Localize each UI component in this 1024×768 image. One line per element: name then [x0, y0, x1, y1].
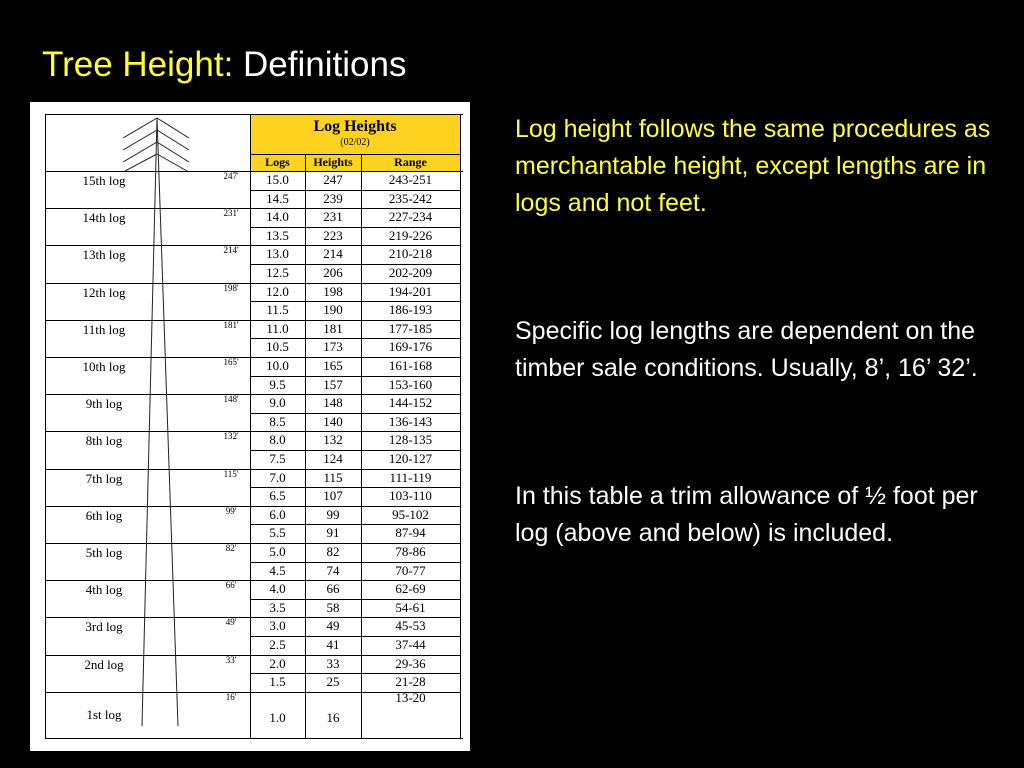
cell-logs: 13.5: [266, 227, 289, 243]
cell-heights: 58: [326, 599, 340, 615]
cell-logs: 14.0: [266, 209, 289, 225]
cell-range: 21-28: [395, 674, 426, 690]
cell-range: 29-36: [395, 655, 426, 671]
tree-stroke: [157, 130, 189, 150]
cell-heights: 239: [323, 190, 343, 206]
tree-stroke: [157, 118, 178, 726]
cell-heights: 25: [326, 674, 340, 690]
cell-range: 111-119: [389, 469, 432, 485]
cell-heights: 107: [323, 488, 343, 504]
cell-range: 161-168: [388, 358, 433, 373]
cell-range: 45-53: [395, 618, 426, 634]
cell-logs: 9.5: [269, 376, 286, 392]
cell-logs: 2.5: [269, 637, 286, 652]
cell-heights: 190: [323, 302, 343, 318]
cell-range: 37-44: [395, 637, 426, 652]
height-mark: 165': [223, 357, 239, 367]
cell-heights: 33: [326, 655, 340, 671]
cell-range: 169-176: [388, 339, 433, 355]
cell-logs: 8.5: [269, 413, 286, 429]
cell-logs: 3.5: [269, 599, 286, 615]
table-title: Log Heights: [313, 118, 397, 135]
height-mark: 148': [223, 394, 239, 405]
height-mark: 198': [223, 282, 239, 293]
paragraph-log-lengths: Specific log lengths are dependent on the timber sale conditions. Usually, 8’, 16’ 32’.: [515, 317, 978, 382]
tree-stroke: [157, 118, 189, 138]
cell-heights: 99: [326, 506, 340, 522]
cell-range: 219-226: [388, 227, 433, 243]
tree-stroke: [123, 130, 157, 150]
cell-logs: 5.5: [269, 525, 286, 541]
log-label: 3rd log: [85, 619, 123, 635]
log-label: 9th log: [85, 396, 123, 412]
height-mark: 49': [225, 617, 237, 628]
cell-heights: 82: [326, 544, 340, 559]
cell-range: 128-135: [388, 432, 433, 448]
paragraph-log-height: Log height follows the same procedures as merchantable height, except lengths are in logs and not feet.: [515, 115, 991, 217]
log-heights-table: [45, 114, 463, 740]
cell-range: 95-102: [392, 506, 429, 522]
cell-logs: 6.5: [269, 488, 286, 504]
cell-range: 186-193: [388, 302, 433, 318]
log-heights-figure: [30, 102, 470, 751]
height-mark: 66': [225, 580, 237, 591]
cell-range: 243-251: [388, 172, 433, 187]
cell-range: 210-218: [388, 246, 433, 262]
log-label: 12th log: [82, 284, 126, 300]
tree-stroke: [123, 118, 157, 138]
log-label: 13th log: [82, 247, 126, 263]
cell-logs: 13.0: [266, 246, 289, 262]
cell-range: 153-160: [388, 376, 433, 392]
log-label: 8th log: [85, 433, 123, 449]
title-part1: Tree Height:: [42, 45, 234, 84]
cell-range: 194-201: [388, 283, 433, 299]
height-mark: 231': [223, 208, 239, 219]
cell-heights: 206: [323, 265, 343, 280]
cell-logs: 11.5: [266, 302, 289, 318]
cell-heights: 173: [323, 339, 343, 355]
cell-logs: 6.0: [269, 506, 286, 522]
cell-range: 120-127: [388, 451, 433, 466]
cell-logs: 3.0: [269, 618, 286, 634]
table-date: (02/02): [340, 137, 370, 148]
cell-logs: 1.0: [269, 709, 286, 725]
cell-range: 227-234: [388, 209, 433, 225]
cell-heights: 247: [323, 172, 343, 187]
cell-heights: 223: [323, 227, 343, 243]
height-mark: 16': [225, 691, 237, 702]
cell-logs: 14.5: [266, 190, 289, 206]
cell-heights: 91: [326, 525, 340, 541]
height-mark: 33': [225, 654, 237, 665]
cell-range: 235-242: [388, 190, 433, 206]
table-border-right: [460, 114, 461, 739]
log-label: 15th log: [82, 173, 126, 188]
cell-logs: 12.5: [266, 265, 289, 280]
cell-range: 87-94: [395, 525, 426, 541]
log-label: 10th log: [82, 359, 126, 374]
cell-logs: 2.0: [269, 655, 286, 671]
height-mark: 115': [223, 468, 239, 479]
col-head-heights: Heights: [313, 155, 353, 169]
cell-range: 62-69: [395, 581, 426, 597]
cell-logs: 9.0: [269, 395, 286, 411]
cell-logs: 4.5: [269, 562, 286, 578]
height-mark: 132': [223, 431, 239, 442]
tree-stroke: [142, 118, 157, 726]
slide-title: [42, 40, 406, 90]
cell-logs: 12.0: [266, 283, 289, 299]
tree-icon: [45, 114, 250, 740]
cell-heights: 49: [326, 618, 340, 634]
cell-range: 136-143: [388, 413, 433, 429]
height-mark: 99': [225, 505, 237, 516]
col-head-range: Range: [394, 155, 427, 169]
cell-range: 103-110: [389, 488, 432, 504]
cell-logs: 4.0: [269, 581, 286, 597]
cell-heights: 165: [323, 358, 343, 373]
cell-heights: 132: [323, 432, 343, 448]
log-label: 11th log: [82, 321, 126, 337]
height-mark: 82': [225, 543, 237, 553]
log-label: 2nd log: [84, 656, 124, 672]
cell-logs: 11.0: [266, 320, 289, 336]
cell-heights: 16: [326, 709, 340, 725]
cell-logs: 5.0: [269, 544, 286, 559]
cell-range: 70-77: [395, 562, 426, 578]
cell-heights: 66: [326, 581, 340, 597]
tree-stroke: [123, 142, 157, 162]
tree-stroke: [157, 154, 187, 171]
paragraph-trim-allowance: In this table a trim allowance of ½ foot per log (above and below) is included.: [515, 482, 978, 547]
cell-logs: 7.5: [269, 451, 286, 466]
cell-heights: 214: [323, 246, 343, 262]
cell-heights: 124: [323, 451, 343, 466]
log-label: 1st log: [86, 706, 122, 722]
cell-range: 177-185: [388, 320, 433, 336]
cell-range: 13-20: [395, 689, 426, 705]
log-label: 4th log: [85, 582, 123, 598]
cell-logs: 10.0: [266, 358, 289, 373]
cell-range: 54-61: [395, 599, 426, 615]
log-label: 5th log: [85, 545, 123, 560]
cell-logs: 1.5: [269, 674, 286, 690]
cell-range: 202-209: [388, 265, 433, 280]
cell-heights: 198: [323, 283, 343, 299]
height-mark: 247': [223, 171, 239, 181]
cell-logs: 10.5: [266, 339, 289, 355]
cell-heights: 41: [326, 637, 340, 652]
tree-stroke: [125, 154, 157, 171]
height-mark: 181': [223, 319, 239, 330]
tree-stroke: [157, 142, 189, 162]
cell-logs: 15.0: [266, 172, 289, 187]
cell-heights: 74: [326, 562, 340, 578]
cell-range: 78-86: [395, 544, 426, 559]
col-head-logs: Logs: [265, 155, 290, 169]
cell-heights: 140: [323, 413, 343, 429]
cell-heights: 148: [323, 395, 343, 411]
cell-logs: 7.0: [269, 469, 286, 485]
log-label: 14th log: [82, 210, 126, 226]
log-label: 6th log: [85, 507, 123, 523]
title-part2: Definitions: [243, 45, 407, 84]
log-label: 7th log: [85, 470, 123, 486]
cell-heights: 181: [323, 320, 343, 336]
height-mark: 214': [223, 245, 239, 256]
cell-heights: 157: [323, 376, 343, 392]
cell-range: 144-152: [388, 395, 433, 411]
cell-heights: 231: [323, 209, 343, 225]
cell-logs: 8.0: [269, 432, 286, 448]
cell-heights: 115: [323, 469, 343, 485]
header-line: [250, 154, 460, 155]
